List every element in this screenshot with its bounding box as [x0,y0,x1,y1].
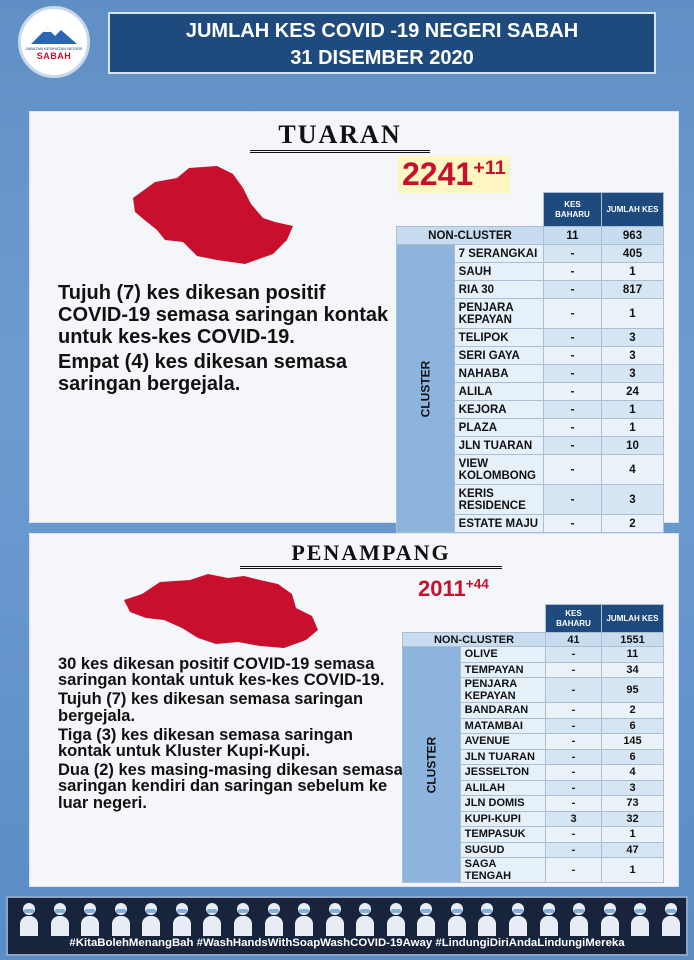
cluster-name: SAGA TENGAH [460,858,545,883]
col-header-total: JUMLAH KES [602,605,664,633]
penampang-panel [30,534,678,886]
cluster-total: 817 [602,281,664,299]
desc-paragraph: 30 kes dikesan positif COVID-19 semasa saringan kontak untuk kes-kes COVID-19. [58,655,385,690]
cluster-new: - [546,827,602,843]
cluster-total: 405 [602,245,664,263]
person-icon [79,900,101,936]
col-header-new: KES BAHARU [544,193,602,227]
cluster-name: SERI GAYA [454,347,543,365]
cluster-new: - [546,734,602,750]
cluster-new: - [546,703,602,719]
cluster-new: - [546,662,602,678]
person-icon [568,900,590,936]
district-title: TUARAN [250,120,430,153]
cluster-name: JESSELTON [460,765,545,781]
cluster-total: 24 [602,383,664,401]
cluster-name: PENJARA KEPAYAN [454,299,543,329]
person-icon [354,900,376,936]
cluster-total: 1 [602,263,664,281]
cluster-new: - [544,245,602,263]
cluster-new: - [546,858,602,883]
cluster-row [397,245,664,263]
non-cluster-new: 11 [544,227,602,245]
non-cluster-new: 41 [546,633,602,647]
cluster-name: RIA 30 [454,281,543,299]
cluster-name: 7 SERANGKAI [454,245,543,263]
cluster-name: ALILA [454,383,543,401]
tuaran-panel [30,112,678,530]
desc-paragraph: Empat (4) kes dikesan semasa saringan bergejala. [58,351,348,395]
cluster-name: AVENUE [460,734,545,750]
cluster-name: VIEW KOLOMBONG [454,455,543,485]
page-header [108,12,656,74]
cluster-name: TEMPASUK [460,827,545,843]
cluster-new: - [544,419,602,437]
cluster-label-text: CLUSTER [424,736,439,793]
non-cluster-total: 963 [602,227,664,245]
cluster-new: - [544,347,602,365]
cluster-total: 73 [602,796,664,812]
total-count: 2241 [402,156,474,192]
person-icon [599,900,621,936]
cluster-name: KERIS RESIDENCE [454,485,543,515]
cluster-new: - [546,678,602,703]
person-icon [140,900,162,936]
desc-paragraph: Tiga (3) kes dikesan semasa saringan kontak untuk Kluster Kupi-Kupi. [58,725,354,761]
cluster-name: MATAMBAI [460,718,545,734]
cluster-name: OLIVE [460,647,545,663]
person-icon [110,900,132,936]
cluster-name: KEJORA [454,401,543,419]
cluster-name: JLN TUARAN [454,437,543,455]
non-cluster-total: 1551 [602,633,664,647]
tuaran-map-icon [125,160,300,270]
cluster-total: 6 [602,749,664,765]
cluster-total: 1 [602,858,664,883]
cluster-new: - [544,263,602,281]
people-figures [18,900,682,936]
person-icon [49,900,71,936]
total-cases [398,156,510,193]
cluster-new: - [544,401,602,419]
person-icon [263,900,285,936]
case-description [58,282,398,398]
cluster-total: 4 [602,765,664,781]
person-icon [507,900,529,936]
cluster-new: 3 [546,811,602,827]
logo-text: SABAH [36,50,72,61]
non-cluster-label: NON-CLUSTER [403,633,546,647]
cluster-new: - [544,515,602,533]
cluster-total: 3 [602,365,664,383]
cluster-total: 32 [602,811,664,827]
penampang-map-icon [120,572,320,652]
logo-subtext: JABATAN KESIHATAN NEGERI [25,45,83,51]
cluster-total: 2 [602,515,664,533]
header-date: 31 DISEMBER 2020 [290,47,474,69]
person-icon [415,900,437,936]
cluster-total: 3 [602,347,664,365]
new-count: +11 [473,157,506,180]
cluster-label [397,245,455,533]
cluster-total: 47 [602,842,664,858]
col-header-new: KES BAHARU [546,605,602,633]
cluster-name: JLN TUARAN [460,749,545,765]
cluster-name: PLAZA [454,419,543,437]
non-cluster-label: NON-CLUSTER [397,227,544,245]
desc-paragraph: Tujuh (7) kes dikesan positif COVID-19 semasa saringan kontak untuk kes-kes COVID-19. [58,282,389,348]
cluster-label-text: CLUSTER [418,360,433,417]
total-cases [418,576,489,602]
person-icon [201,900,223,936]
cluster-new: - [544,383,602,401]
person-icon [446,900,468,936]
cluster-name: SAUH [454,263,543,281]
cluster-new: - [544,281,602,299]
person-icon [171,900,193,936]
cluster-name: ALILAH [460,780,545,796]
cluster-total: 6 [602,718,664,734]
cluster-total: 4 [602,455,664,485]
cluster-total: 2 [602,703,664,719]
header-title: JUMLAH KES COVID -19 NEGERI SABAH [185,20,579,42]
cluster-total: 95 [602,678,664,703]
person-icon [476,900,498,936]
cluster-total: 10 [602,437,664,455]
cluster-total: 1 [602,419,664,437]
desc-paragraph: Tujuh (7) kes dikesan semasa saringan bergejala. [58,690,364,725]
cluster-name: ESTATE MAJU [454,515,543,533]
cluster-new: - [544,437,602,455]
cluster-new: - [546,749,602,765]
cluster-new: - [544,365,602,383]
person-icon [18,900,40,936]
footer-banner [6,896,688,956]
new-count: +44 [465,576,489,592]
person-icon [629,900,651,936]
cluster-new: - [546,718,602,734]
cluster-name: NAHABA [454,365,543,383]
cluster-total: 145 [602,734,664,750]
cluster-name: TEMPAYAN [460,662,545,678]
cluster-total: 3 [602,780,664,796]
cluster-label [403,647,461,883]
desc-paragraph: Dua (2) kes masing-masing dikesan semasa saringan kendiri dan saringan sebelum ke luar negeri. [58,761,403,812]
cluster-new: - [546,796,602,812]
person-icon [232,900,254,936]
cluster-total: 3 [602,485,664,515]
person-icon [293,900,315,936]
hashtags: #KitaBolehMenangBah #WashHandsWithSoapWashCOVID-19Away #LindungiDiriAndaLindungiMereka [69,937,625,949]
cluster-name: JLN DOMIS [460,796,545,812]
cluster-name: TELIPOK [454,329,543,347]
cluster-total: 1 [602,401,664,419]
cluster-row [403,647,664,663]
person-icon [324,900,346,936]
cluster-name: PENJARA KEPAYAN [460,678,545,703]
cluster-new: - [546,842,602,858]
cases-table [402,604,664,883]
person-icon [385,900,407,936]
cluster-new: - [544,485,602,515]
cluster-new: - [546,647,602,663]
cluster-total: 34 [602,662,664,678]
person-icon [660,900,682,936]
cluster-new: - [544,455,602,485]
total-count: 2011 [418,576,466,601]
person-icon [538,900,560,936]
cluster-total: 11 [602,647,664,663]
sabah-logo [18,6,90,78]
cases-table [396,192,664,533]
cluster-name: KUPI-KUPI [460,811,545,827]
cluster-name: SUGUD [460,842,545,858]
cluster-name: BANDARAN [460,703,545,719]
cluster-new: - [546,765,602,781]
cluster-total: 1 [602,299,664,329]
cluster-total: 3 [602,329,664,347]
col-header-total: JUMLAH KES [602,193,664,227]
mountain-logo-icon [29,24,79,46]
cluster-new: - [544,329,602,347]
cluster-total: 1 [602,827,664,843]
district-title: PENAMPANG [240,540,502,569]
cluster-new: - [546,780,602,796]
cluster-new: - [544,299,602,329]
case-description [58,656,408,814]
